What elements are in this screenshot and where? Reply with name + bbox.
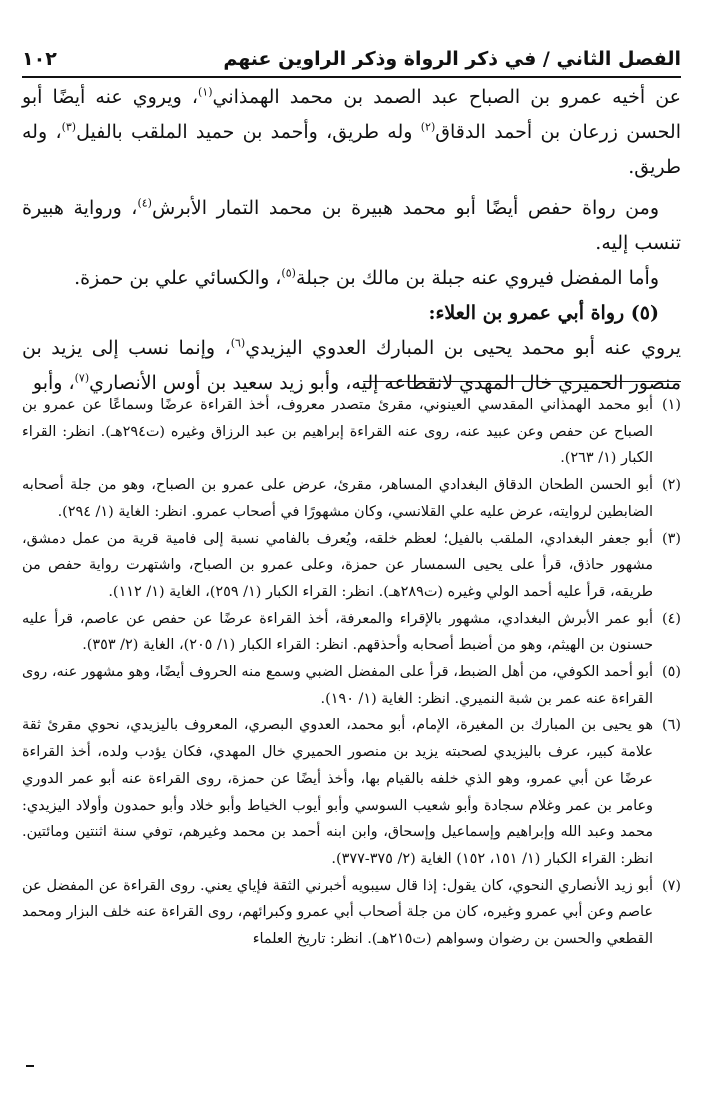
footnote-text: أبو أحمد الكوفي، من أهل الضبط، قرأ على المفضل الضبي وسمع منه الحروف أيضًا، وهو مشهور عنه، روى القراءة عنه عمر بن شبة النميري. انظر: الغاية (١/ ١٩٠).	[22, 664, 653, 707]
footnote	[22, 606, 681, 659]
footnote-ref: (٣)	[61, 120, 77, 134]
paragraph	[22, 331, 681, 401]
text-run: وله طريق، وأحمد بن حميد الملقب بالفيل	[76, 121, 421, 143]
text-run: ، ورواية هبيرة تنسب إليه.	[22, 197, 681, 254]
footnote-ref: (٥)	[281, 266, 296, 280]
footnote-text: أبو جعفر البغدادي، الملقب بالفيل؛ لعظم خلقه، ويُعرف بالفامي نسبة إلى فامية قرية من عمل دمشق، مشهور حاذق، قرأ على يحيى السمسار عن حمزة، وعلى عمرو بن الصباح، واشتهرت رواية حفص من طريقه، قرأ عليه أحمد الولي وغيره (ت٢٨٩هـ). انظر: القراء الكبار (١/ ٢٥٩)، الغاية (١/ ١١٢).	[22, 530, 653, 600]
footnote-ref: (٦)	[230, 336, 246, 350]
text-run: ، وأبو	[32, 372, 75, 394]
chapter-title: الفصل الثاني / في ذكر الرواة وذكر الراوين عنهم	[223, 48, 681, 70]
paragraph	[22, 191, 681, 261]
section-heading: (٥) رواة أبي عمرو بن العلاء:	[428, 302, 659, 324]
text-run: ، وإنما نسب إلى يزيد بن منصور الحميري خال المهدي لانقطاعه إليه، وأبو زيد سعيد بن أوس الأنصاري	[22, 337, 681, 394]
footnote	[22, 712, 681, 872]
main-text	[22, 80, 681, 401]
footnote-text: أبو زيد الأنصاري النحوي، كان يقول: إذا قال سيبويه أخبرني الثقة فإياي يعني. روى القراءة عن المفضل عن عاصم وعن أبي عمرو وغيره، كان من جلة أصحاب أبي عمرو وكبرائهم، روى القراءة عنه خلف البزار ومحمد القطعي والحسن بن رضوان وسواهم (ت٢١٥هـ). انظر: تاريخ العلماء	[22, 877, 653, 948]
paragraph	[22, 80, 681, 185]
footnote	[22, 472, 681, 525]
footnote-text: أبو محمد الهمذاني المقدسي العينوني، مقرئ متصدر معروف، أخذ القراءة عرضًا وسماعًا عن عمرو بن الصباح عن حفص وعن عبيد عنه، روى عنه القراءة إبراهيم بن عبد الرزاق وغيره (ت٢٩٤هـ). انظر: القراء الكبار (١/ ٢٦٣).	[22, 397, 654, 467]
running-header	[22, 44, 681, 74]
footnote	[22, 526, 681, 606]
footnote-number: (١)	[662, 397, 681, 413]
page-number: ١٠٢	[22, 48, 57, 70]
footnote-text: أبو عمر الأبرش البغدادي، مشهور بالإقراء والمعرفة، أخذ القراءة عرضًا عن حفص عن عاصم، قرأ عليه حسنون بن الهيثم، وهو من أضبط أصحابه وأحذقهم. انظر: القراء الكبار (١/ ٢٠٥)، الغاية (٢/ ٣٥٣).	[22, 610, 653, 654]
text-run: ومن رواة حفص أيضًا أبو محمد هبيرة بن محمد التمار الأبرش	[151, 197, 659, 219]
footnote-number: (٤)	[662, 610, 681, 627]
footnote	[22, 873, 681, 953]
footnote-number: (٢)	[662, 477, 681, 494]
stray-mark	[26, 1065, 34, 1067]
text-run: ، وله طريق.	[22, 121, 681, 178]
footnote-number: (٥)	[662, 664, 681, 681]
footnote	[22, 392, 681, 472]
footnote-number: (٣)	[662, 530, 681, 547]
footnote-ref: (٢)	[420, 120, 436, 134]
text-run: عن أخيه عمرو بن الصباح عبد الصمد بن محمد الهمذاني	[212, 86, 681, 108]
footnote-separator	[363, 381, 681, 382]
footnote-ref: (٤)	[137, 196, 152, 210]
text-run: يروي عنه أبو محمد يحيى بن المبارك العدوي اليزيدي	[245, 337, 681, 359]
text-run: ، ويروي عنه أيضًا أبو الحسن زرعان بن أحمد الدقاق	[22, 86, 681, 143]
text-run: وأما المفضل فيروي عنه جبلة بن مالك بن جبلة	[295, 267, 659, 289]
header-rule	[22, 76, 681, 78]
paragraph	[22, 261, 681, 296]
footnote-ref: (٧)	[74, 371, 90, 385]
text-run: ، والكسائي علي بن حمزة.	[74, 267, 282, 289]
footnote-text: أبو الحسن الطحان الدقاق البغدادي المساهر، مقرئ، عرض على عمرو بن الصباح، وهو من جلة أصحابه الضابطين لروايته، عرض عليه علي القلانسي، وكان مشهورًا في أصحاب عمرو. انظر: الغاية (١/ ٢٩٤).	[22, 477, 653, 520]
page	[22, 0, 681, 1102]
footnotes	[22, 392, 681, 953]
footnote-ref: (١)	[197, 85, 213, 99]
footnote-text: هو يحيى بن المبارك بن المغيرة، الإمام، أبو محمد، العدوي البصري، المعروف باليزيدي، نحوي مقرئ ثقة علامة كبير، عرف باليزيدي لصحبته يزيد بن منصور الحميري خال المهدي، فكان يؤدب ولده، أخذ القراءة عرضًا عن أبي عمرو، وهو الذي خلفه بالقيام بها، وأخذ أيضًا عن حمزة، روى القراءة عنه أبو عمر الدوري وعامر بن عمر وغلام سجادة وأبو شعيب السوسي وأبو أيوب الخياط وأبو خلاد وأبو حمدون وأولاد اليزيدي: محمد وعبد الله وإبراهيم وإسماعيل وإسحاق، وابن ابنه أحمد بن محمد وغيرهم، توفي سنة اثنتين ومائتين. انظر: القراء الكبار (١/ ١٥١، ١٥٢) الغاية (٢/ ٣٧٥-٣٧٧).	[22, 717, 653, 867]
footnote-number: (٧)	[662, 877, 681, 894]
footnote	[22, 659, 681, 712]
footnote-number: (٦)	[662, 717, 681, 734]
